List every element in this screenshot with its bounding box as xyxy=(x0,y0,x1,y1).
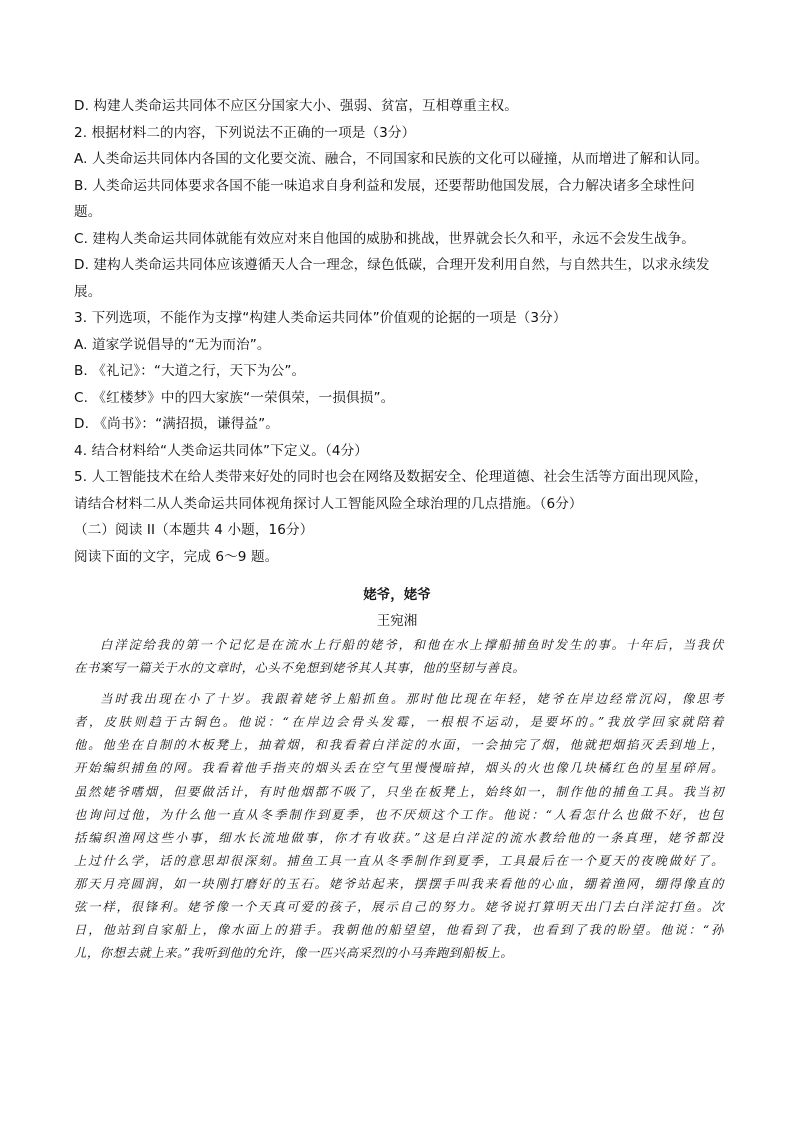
reading-instruction: 阅读下面的文字，完成 6～9 题。 xyxy=(74,548,279,565)
story-line: 白洋淀给我的第一个记忆是在流水上行船的姥爷，和他在水上撑船捕鱼时发生的事。十年后，当我伏 xyxy=(100,638,724,652)
story-line: 者，皮肤则趋于古铜色。他说：“在岸边会骨头发霉，一根根不运动，是要坏的。”我放学回家就陪着 xyxy=(74,715,724,730)
q2-stem: 2. 根据材料二的内容，下列说法不正确的一项是（3分） xyxy=(74,124,416,141)
q5-stem: 5. 人工智能技术在给人类带来好处的同时也会在网络及数据安全、伦理道德、社会生活等方面出现风险， xyxy=(74,469,708,485)
story-body xyxy=(74,634,724,965)
q3-option-b: B. 《礼记》：“大道之行，天下为公”。 xyxy=(74,363,306,379)
story-title: 姥爷，姥爷 xyxy=(363,587,431,603)
story-author: 王宛湘 xyxy=(376,613,418,629)
story-line: 儿，你想去就上来。”我听到他的允许，像一匹兴高采烈的小马奔跑到船板上。 xyxy=(74,946,514,961)
story-line: 当时我出现在小了十岁。我跟着姥爷上船抓鱼。那时他比现在年轻，姥爷在岸边经常沉闷，像思考 xyxy=(100,692,724,707)
q2-option-d: D. 建构人类命运共同体应该遵循天人合一理念，绿色低碳，合理开发利用自然，与自然共生，以求永续发 xyxy=(74,257,710,273)
q2-option-c: C. 建构人类命运共同体就能有效应对来自他国的威胁和挑战，世界就会长久和平，永远不会发生战争。 xyxy=(74,230,695,247)
story-line: 那天月亮圆润，如一块刚打磨好的玉石。姥爷站起来，摆摆手叫我来看他的心血，绷着渔网，绷得像直的 xyxy=(74,876,724,891)
story-line: 也询问过他，为什么他一直从冬季制作到夏季，也不厌烦这个工作。他说：“人看怎什么也做不好，也包 xyxy=(74,807,724,822)
q5-stem-cont: 请结合材料二从人类命运共同体视角探讨人工智能风险全球治理的几点措施。（6分） xyxy=(74,495,583,512)
story-line: 虽然姥爷嗜烟，但要做活计，有时他烟都不吸了，只坐在板凳上，始终如一，制作他的捕鱼工具。我当初 xyxy=(74,784,724,799)
question-block xyxy=(74,93,734,570)
q2-option-b: B. 人类命运共同体要求各国不能一味追求自身利益和发展，还要帮助他国发展，合力解决诸多全球性问 xyxy=(74,177,695,194)
q2-option-a: A. 人类命运共同体内各国的文化要交流、融合，不同国家和民族的文化可以碰撞，从而增进了解和认同。 xyxy=(74,151,709,167)
story-line: 上过什么学，话的意思却很深刻。捕鱼工具一直从冬季制作到夏季，工具最后在一个夏天的夜晚做好了。 xyxy=(74,853,724,868)
story-line: 弦一样，很锋利。姥爷像一个天真可爱的孩子，展示自己的努力。姥爷说打算明天出门去白洋淀打鱼。次 xyxy=(74,900,724,915)
q3-option-d: D. 《尚书》：“满招损，谦得益”。 xyxy=(74,416,279,432)
q3-option-c: C. 《红楼梦》中的四大家族“一荣俱荣，一损俱损”。 xyxy=(74,389,395,406)
q2-option-b-cont: 题。 xyxy=(74,204,102,220)
story-line: 日，他站到自家船上，像水面上的猎手。我朝他的船望望，他看到了我，也看到了我的盼望。他说：“孙 xyxy=(74,923,724,938)
q1-option-d: D. 构建人类命运共同体不应区分国家大小、强弱、贫富，互相尊重主权。 xyxy=(74,98,518,114)
q4-stem: 4. 结合材料给“人类命运共同体”下定义。（4分） xyxy=(74,442,369,459)
q3-stem: 3. 下列选项，不能作为支撑“构建人类命运共同体”价值观的论据的一项是（3分） xyxy=(74,310,567,326)
section-heading: （二）阅读 II（本题共 4 小题，16分） xyxy=(74,522,314,538)
story-line: 他。他坐在自制的木板凳上，抽着烟，和我看着白洋淀的水面，一会抽完了烟，他就把烟掐灭丢到地上， xyxy=(74,738,724,753)
q2-option-d-cont: 展。 xyxy=(74,283,102,300)
story-line: 在书案写一篇关于水的文章时，心头不免想到姥爷其人其事，他的坚韧与善良。 xyxy=(74,661,526,676)
story-line: 括编织渔网这些小事，细水长流地做事，你才有收获。”这是白洋淀的流水教给他的一条真理，姥爷都没 xyxy=(74,830,724,845)
story-line: 开始编织捕鱼的网。我看着他手指夹的烟头丢在空气里慢慢暗掉，烟头的火也像几块橘红色的星星碎屑。 xyxy=(74,761,724,776)
q3-option-a: A. 道家学说倡导的“无为而治”。 xyxy=(74,336,271,353)
